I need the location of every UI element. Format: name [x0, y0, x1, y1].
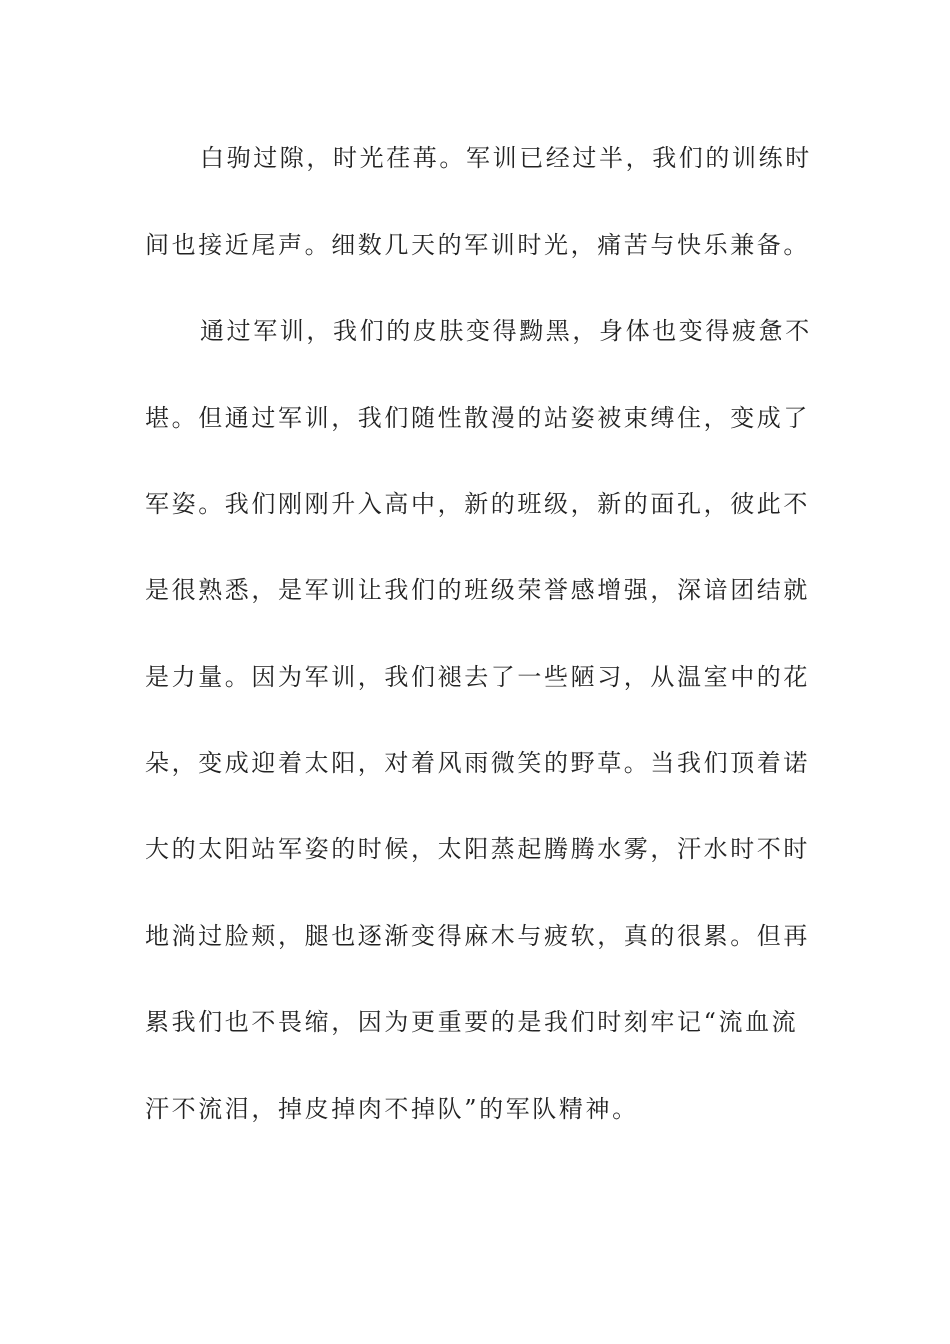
- paragraph-2-line-6: 朵，变成迎着太阳，对着风雨微笑的野草。当我们顶着诺: [145, 749, 810, 777]
- paragraph-2-line-5: 是力量。因为军训，我们褪去了一些陋习，从温室中的花: [145, 663, 810, 691]
- paragraph-2-line-4: 是很熟悉，是军训让我们的班级荣誉感增强，深谙团结就: [145, 576, 810, 604]
- paragraph-2-line-10: 汗不流泪，掉皮掉肉不掉队”的军队精神。: [145, 1095, 639, 1123]
- paragraph-2-line-2: 堪。但通过军训，我们随性散漫的站姿被束缚住，变成了: [145, 404, 810, 432]
- paragraph-2-line-7: 大的太阳站军姿的时候，太阳蒸起腾腾水雾，汗水时不时: [145, 835, 810, 863]
- paragraph-2-line-8: 地淌过脸颊，腿也逐渐变得麻木与疲软，真的很累。但再: [145, 922, 810, 950]
- paragraph-1-line-1: 白驹过隙，时光荏苒。军训已经过半，我们的训练时: [200, 144, 812, 172]
- paragraph-2-line-3: 军姿。我们刚刚升入高中，新的班级，新的面孔，彼此不: [145, 490, 810, 518]
- paragraph-1-line-2: 间也接近尾声。细数几天的军训时光，痛苦与快乐兼备。: [145, 231, 810, 259]
- paragraph-2-line-9: 累我们也不畏缩，因为更重要的是我们时刻牢记“流血流: [145, 1008, 799, 1036]
- paragraph-2-line-1: 通过军训，我们的皮肤变得黝黑，身体也变得疲惫不: [200, 317, 812, 345]
